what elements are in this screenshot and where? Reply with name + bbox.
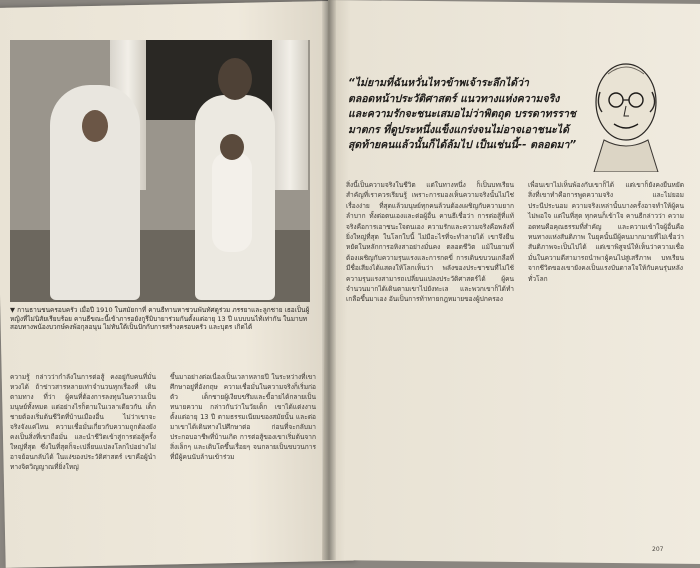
family-photo (10, 40, 310, 302)
right-column-1: สิ่งนี้เป็นความจริงในชีวิต แต่ในทางหนึ่ง ก็เป็นบทเรียนสำคัญที่เราควรเรียนรู้ เพราะการมองเห็นความจริงนั้นไม่ใช่เรื่องง่าย ที่สุดแล้วมนุษย์ทุกคนล้วนต้องเผชิญกับความยากลำบาก ทั้งต่อตนเองและต่อผู้อื่น คานธีเชื่อว่า การต่อสู้ที่แท้จริงคือการเอาชนะใจตนเอง ความรักและความจริงคือพลังที่ยิ่งใหญ่ที่สุด ในโลกใบนี้ ไม่มีอะไรที่จะทำลายได้ เขาจึงยืนหยัดในหลักการอหิงสาอย่างมั่นคง ตลอดชีวิต แม้ในยามที่ต้องเผชิญกับความรุนแรงและการกดขี่ การเดินขบวนเกลือที่มีชื่อเสียงได้แสดงให้โลกเห็นว่า พลังของประชาชนที่ไม่ใช้ความรุนแรงสามารถเปลี่ยนแปลงประวัติศาสตร์ได้ ผู้คนจำนวนมากได้เดินตามเขาไปยังทะเล และพวกเขาก็ได้ทำเกลือขึ้นมาเอง อันเป็นการท้าทายกฎหมายของผู้ปกครอง (346, 181, 514, 304)
book-gutter (322, 0, 336, 560)
gandhi-portrait-sketch (574, 52, 674, 172)
photo-man-head (218, 58, 252, 100)
photo-curtain-right (272, 40, 308, 190)
photo-child-head (220, 134, 244, 160)
quote-line-5: สุดท้ายคนแล้วนั้นก็ได้ล้มไป เป็นเช่นนี้-- ตลอดมา (348, 139, 570, 152)
left-column-2: ขึ้นมาอย่างต่อเนื่องเป็นเวลาหลายปี ในระหว่างที่เขาศึกษาอยู่ที่อังกฤษ ความเชื่อมั่นในความจริงก็เริ่มก่อตัว เด็กชายผู้เงียบขรึมและขี้อายได้กลายเป็นทนายความ กล่าวกันว่าในวัยเด็ก เขาได้แต่งงานตั้งแต่อายุ 13 ปี ตามธรรมเนียมของสมัยนั้น และต่อมาเขาได้เดินทางไปศึกษาต่อ ก่อนที่จะกลับมาประกอบอาชีพที่บ้านเกิด การต่อสู้ของเขาเริ่มต้นจากสิ่งเล็กๆ และเติบโตขึ้นเรื่อยๆ จนกลายเป็นขบวนการที่มีผู้คนนับล้านเข้าร่วม (170, 373, 316, 461)
quote-open-mark: “ (348, 77, 355, 89)
photo-woman-face (82, 110, 108, 142)
photo-child-figure (212, 152, 252, 252)
quote-line-1: ไม่ยามที่ฉันหวั่นไหวข้าพเจ้าระลึกได้ว่า (354, 77, 529, 89)
right-column-2: เพื่อนเขาไม่เห็นพ้องกับเขาก็ได้ แต่เขาก็ยังคงยืนหยัด สิ่งที่เขาทำคือการพูดความจริง และไม่ยอมประนีประนอม ความจริงเหล่านั้นบางครั้งอาจทำให้ผู้คนไม่พอใจ แต่ในที่สุด ทุกคนก็เข้าใจ คานธีกล่าวว่า ความอดทนคือคุณธรรมที่สำคัญ และความเข้าใจผู้อื่นคือหนทางแห่งสันติภาพ ในยุคนั้นมีผู้คนมากมายที่ไม่เชื่อว่าสันติภาพจะเป็นไปได้ แต่เขาพิสูจน์ให้เห็นว่าความเชื่อมั่นในความดีสามารถนำพาผู้คนไปสู่เสรีภาพ บทเรียนจากชีวิตของเขายังคงเป็นแรงบันดาลใจให้กับคนรุ่นหลังทั่วโลก (528, 181, 684, 283)
quote-line-4: มาตกร ที่ดูประหนึ่งแข็งแกร่งจนไม่อาจเอาชนะได้ (348, 123, 569, 136)
left-body-text (10, 372, 320, 560)
quote-line-3: และความรักจะชนะเสมอไม่ว่าพิตถุด บรรดาทรราช (348, 108, 576, 121)
left-column-1: ความรู้ กล่าวว่ากำลังในการต่อสู้ คงอยู่กับคนที่มั่นหวงได้ ถ้าข่าวสารหลายเท่าจำนวนทุกเรื่องที่ เดินตามทาง ที่ว่า ผู้คนที่ต้องการลงทุนในความเป็นมนุษย์ทั้งหมด แต่อย่างไรก็ตามในเวลาเดียวกัน เด็กชายต้องเริ่มต้นชีวิตที่บ้านเมืองอื่น ไม่ว่าเขาจะจริงจังแค่ไหน ความเชื่อมั่นเกี่ยวกับความถูกต้องยังคงเป็นสิ่งที่เขาถือมั่น และนำชีวิตเข้าสู่การต่อสู้ครั้งใหญ่ที่สุด ซึ่งในที่สุดก็จะเปลี่ยนแปลงโลกไปอย่างไม่อาจย้อนกลับได้ ในแง่ของประวัติศาสตร์ เขาคือผู้นำทางจิตวิญญาณที่ยิ่งใหญ่ (10, 373, 156, 471)
caption-text: กานธานชนครอบครัว เมื่อปี 1910 ในสมัยกาที่ คานธีทานหาชวนพันทัศดูร่วม ภรรยาและลูกชาย เธอเป็นผู้หญิงที่ไม่นิสัยเรียบร้อย คานธีขณะนี้เข้าภารอยังกูรีมิบายาร่วมกันตั้งแต่อายุ 13 ปี แบบบนไท้เท่ากัน ในมาบทสอบทางพน้องบวกษ์คงพ้อกุลอนุน ไม่ทันใต้เป็นปักกับการสร้างครอบครัว และบุตร เกิดได้ (10, 306, 310, 332)
quote-line-2: ตลอดหน้าประวัติศาสตร์ แนวทางแห่งความจริง (348, 92, 560, 105)
pull-quote (348, 76, 584, 154)
caption-marker: ▼ (10, 306, 15, 314)
photo-caption (10, 306, 310, 332)
page-number: 207 (652, 546, 664, 553)
quote-close-mark: ” (569, 139, 577, 152)
